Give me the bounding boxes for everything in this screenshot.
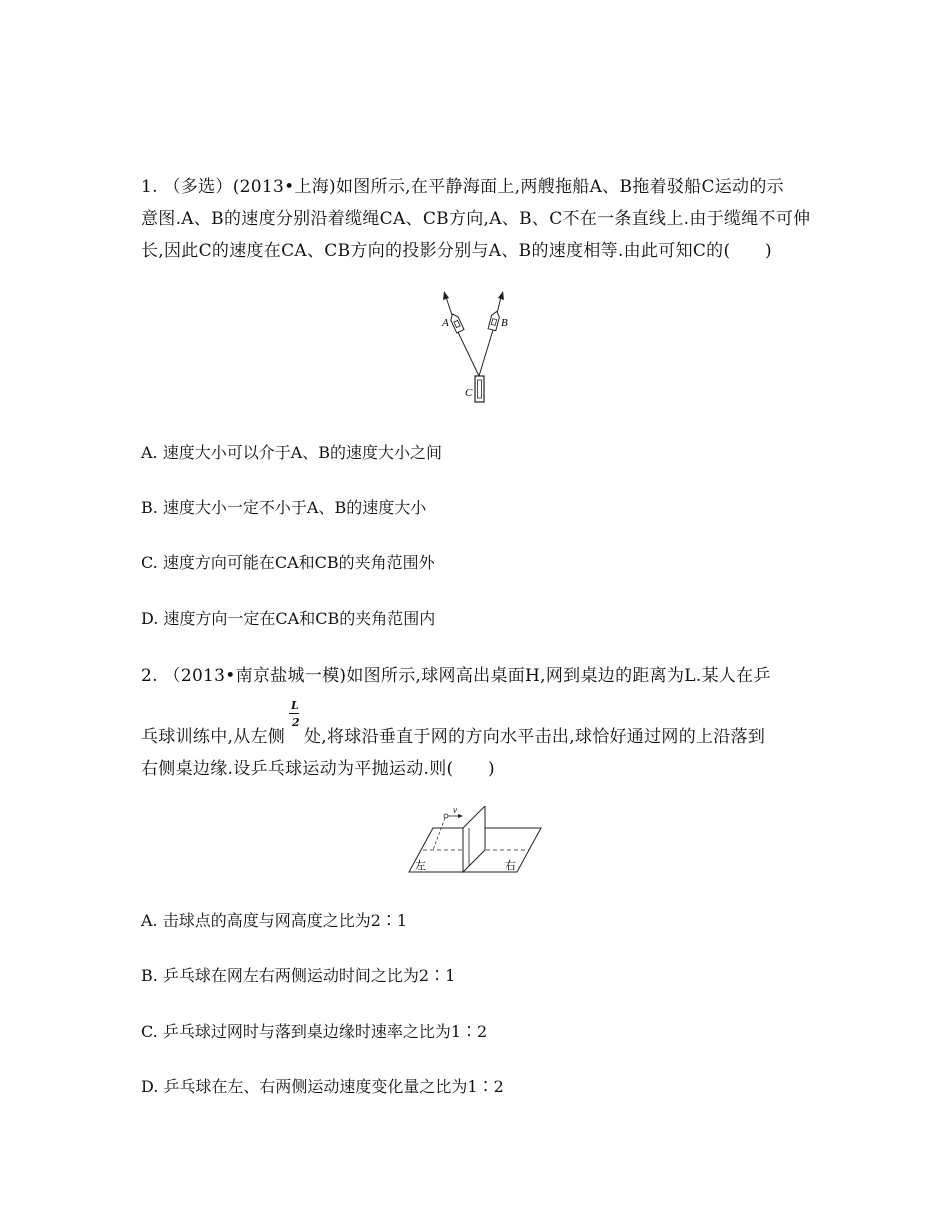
q1-label-b: B — [501, 317, 508, 329]
q1-stem-line-1: 1. （多选）(2013•上海)如图所示,在平静海面上,两艘拖船A、B拖着驳船C运动的示 — [141, 177, 784, 197]
q2-fraction-denominator: 2 — [292, 716, 300, 729]
q1-label-a: A — [442, 317, 449, 329]
q2-option-d: D. 乒乓球在左、右两侧运动速度变化量之比为1∶2 — [141, 1077, 504, 1096]
q1-option-d: D. 速度方向一定在CA和CB的夹角范围内 — [141, 609, 436, 628]
q2-fraction-numerator: L — [291, 699, 299, 712]
q2-option-b: B. 乒乓球在网左右两侧运动时间之比为2∶1 — [141, 966, 456, 985]
q2-option-c: C. 乒乓球过网时与落到桌边缘时速率之比为1∶2 — [141, 1022, 488, 1041]
q2-stem-line-2-after: 处,将球沿垂直于网的方向水平击出,球恰好通过网的上沿落到 — [304, 727, 766, 747]
q1-option-a: A. 速度大小可以介于A、B的速度大小之间 — [141, 443, 443, 462]
q1-stem-line-2: 意图.A、B的速度分别沿着缆绳CA、CB方向,A、B、C不在一条直线上.由于缆绳不可伸 — [141, 209, 811, 229]
q1-option-c: C. 速度方向可能在CA和CB的夹角范围外 — [141, 553, 435, 572]
q2-label-v: v — [453, 806, 457, 815]
q2-stem-line-3: 右侧桌边缘.设乒乓球运动为平抛运动.则( ) — [141, 759, 495, 779]
q2-stem-line-1: 2. （2013•南京盐城一模)如图所示,球网高出桌面H,网到桌边的距离为L.某人在乒 — [141, 666, 771, 686]
q2-fraction-bar — [289, 713, 299, 714]
q1-option-b: B. 速度大小一定不小于A、B的速度大小 — [141, 498, 427, 517]
q2-label-right: 右 — [505, 860, 516, 872]
q1-tugboat-figure — [435, 288, 520, 408]
q2-option-a: A. 击球点的高度与网高度之比为2∶1 — [141, 911, 408, 930]
q2-stem-line-2-before: 乓球训练中,从左侧 — [141, 727, 286, 747]
q1-stem-line-3: 长,因此C的速度在CA、CB方向的投影分别与A、B的速度相等.由此可知C的( ) — [141, 241, 772, 261]
q1-label-c: C — [465, 387, 473, 399]
q2-table-tennis-figure — [405, 806, 545, 876]
q2-label-left: 左 — [415, 860, 426, 872]
